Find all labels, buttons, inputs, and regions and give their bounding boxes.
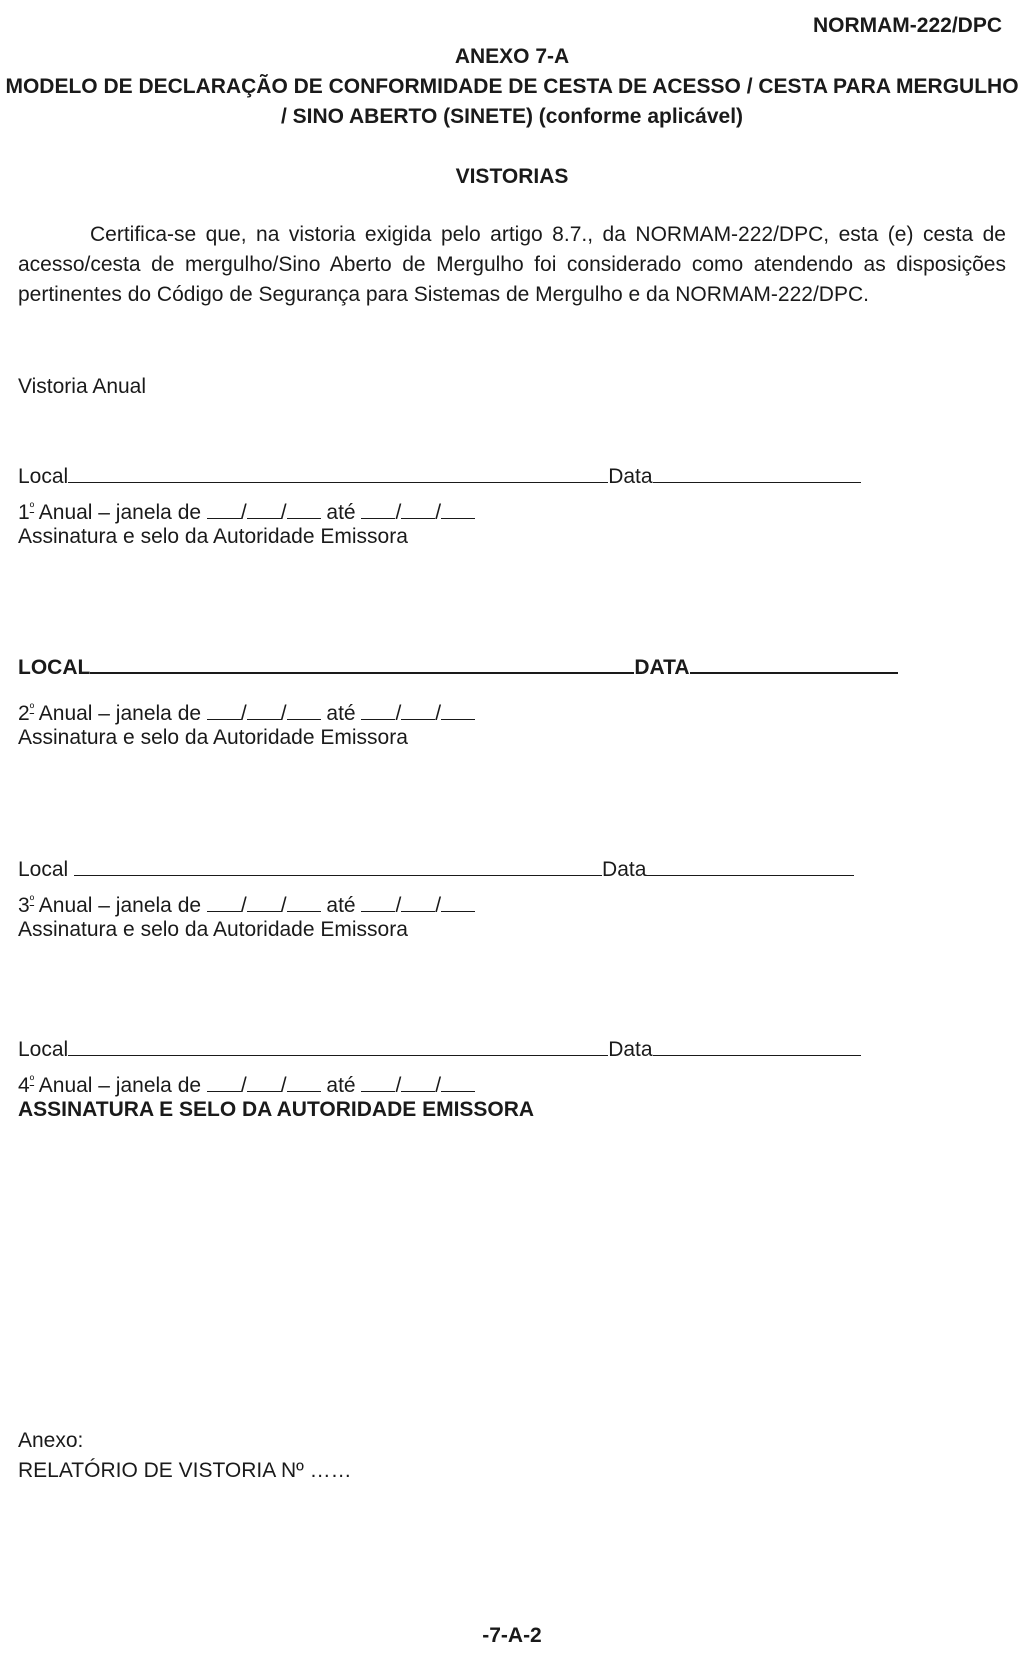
page-number: -7-A-2 [482,1624,542,1647]
date-separator: / [395,894,402,917]
from-day-line[interactable] [207,702,241,720]
date-separator: / [395,1074,402,1097]
ordinal-number: 1 [18,501,30,524]
local-fill-line[interactable] [68,465,608,483]
ordinal-number: 3 [18,894,30,917]
from-year-line[interactable] [287,501,321,519]
local-fill-line[interactable] [74,858,602,876]
date-label: Data [608,1038,653,1061]
document-reference: NORMAM-222/DPC [812,14,1002,37]
date-fill-line[interactable] [646,858,854,876]
until-text: até [320,1074,362,1097]
ordinal-number: 4 [18,1074,30,1097]
from-month-line[interactable] [247,894,281,912]
to-month-line[interactable] [401,1074,435,1092]
to-month-line[interactable] [401,702,435,720]
date-fill-line[interactable] [653,1038,861,1056]
date-separator: / [280,501,287,524]
attachment-label: Anexo: [18,1429,84,1452]
local-fill-line[interactable] [90,655,634,674]
local-label: LOCAL [18,656,91,679]
date-separator: / [435,1074,442,1097]
signature-label: Assinatura e selo da Autoridade Emissora [18,918,408,941]
from-year-line[interactable] [287,894,321,912]
until-text: até [320,894,362,917]
window-text: Anual – janela de [34,1074,207,1097]
signature-label: ASSINATURA E SELO DA AUTORIDADE EMISSORA [18,1098,535,1121]
date-separator: / [280,702,287,725]
until-text: até [320,501,362,524]
from-month-line[interactable] [247,702,281,720]
local-date-row [18,462,861,492]
date-separator: / [280,894,287,917]
to-month-line[interactable] [401,501,435,519]
date-separator: / [240,894,247,917]
date-separator: / [435,702,442,725]
local-label: Local [18,858,75,881]
date-label: DATA [634,656,690,679]
date-separator: / [240,501,247,524]
to-year-line[interactable] [441,894,475,912]
from-day-line[interactable] [207,894,241,912]
window-text: Anual – janela de [34,894,207,917]
ordinal-indicator: º [29,500,35,514]
to-year-line[interactable] [441,1074,475,1092]
date-separator: / [280,1074,287,1097]
model-title-line-2: / SINO ABERTO (SINETE) (conforme aplicável) [280,105,744,128]
to-day-line[interactable] [361,702,395,720]
window-text: Anual – janela de [34,501,207,524]
date-separator: / [395,702,402,725]
to-year-line[interactable] [441,702,475,720]
signature-label: Assinatura e selo da Autoridade Emissora [18,726,408,749]
from-year-line[interactable] [287,702,321,720]
from-month-line[interactable] [247,501,281,519]
until-text: até [320,702,362,725]
ordinal-indicator: º [29,893,35,907]
to-month-line[interactable] [401,894,435,912]
ordinal-indicator: º [29,1073,35,1087]
local-fill-line[interactable] [68,1038,608,1056]
local-date-row [18,653,898,683]
to-day-line[interactable] [361,1074,395,1092]
date-separator: / [395,501,402,524]
from-day-line[interactable] [207,1074,241,1092]
to-day-line[interactable] [361,501,395,519]
attachment-report: RELATÓRIO DE VISTORIA Nº …… [18,1459,352,1482]
date-separator: / [435,894,442,917]
local-date-row [18,1035,861,1065]
ordinal-number: 2 [18,702,30,725]
to-day-line[interactable] [361,894,395,912]
date-label: Data [602,858,647,881]
ordinal-indicator: º [29,701,35,715]
date-fill-line[interactable] [690,655,898,674]
date-fill-line[interactable] [653,465,861,483]
from-month-line[interactable] [247,1074,281,1092]
local-label: Local [18,1038,69,1061]
window-text: Anual – janela de [34,702,207,725]
date-separator: / [435,501,442,524]
date-label: Data [608,465,653,488]
section-title: VISTORIAS [455,165,569,188]
annual-inspection-label: Vistoria Anual [18,375,147,398]
model-title-line-1: MODELO DE DECLARAÇÃO DE CONFORMIDADE DE CESTA DE ACESSO / CESTA PARA MERGULHO [5,75,1019,98]
from-year-line[interactable] [287,1074,321,1092]
from-day-line[interactable] [207,501,241,519]
local-date-row [18,855,854,885]
annex-title: ANEXO 7-A [454,45,570,68]
signature-label: Assinatura e selo da Autoridade Emissora [18,525,408,548]
date-separator: / [240,1074,247,1097]
certification-paragraph: Certifica-se que, na vistoria exigida pelo artigo 8.7., da NORMAM-222/DPC, esta (e) cesta de acesso/cesta de mergulho/Sino Aberto de Mergulho foi considerado como atendendo as disposições pertinentes do Código de Segurança para Sistemas de Mergulho e da NORMAM-222/DPC. [18,223,1006,306]
to-year-line[interactable] [441,501,475,519]
date-separator: / [240,702,247,725]
local-label: Local [18,465,69,488]
